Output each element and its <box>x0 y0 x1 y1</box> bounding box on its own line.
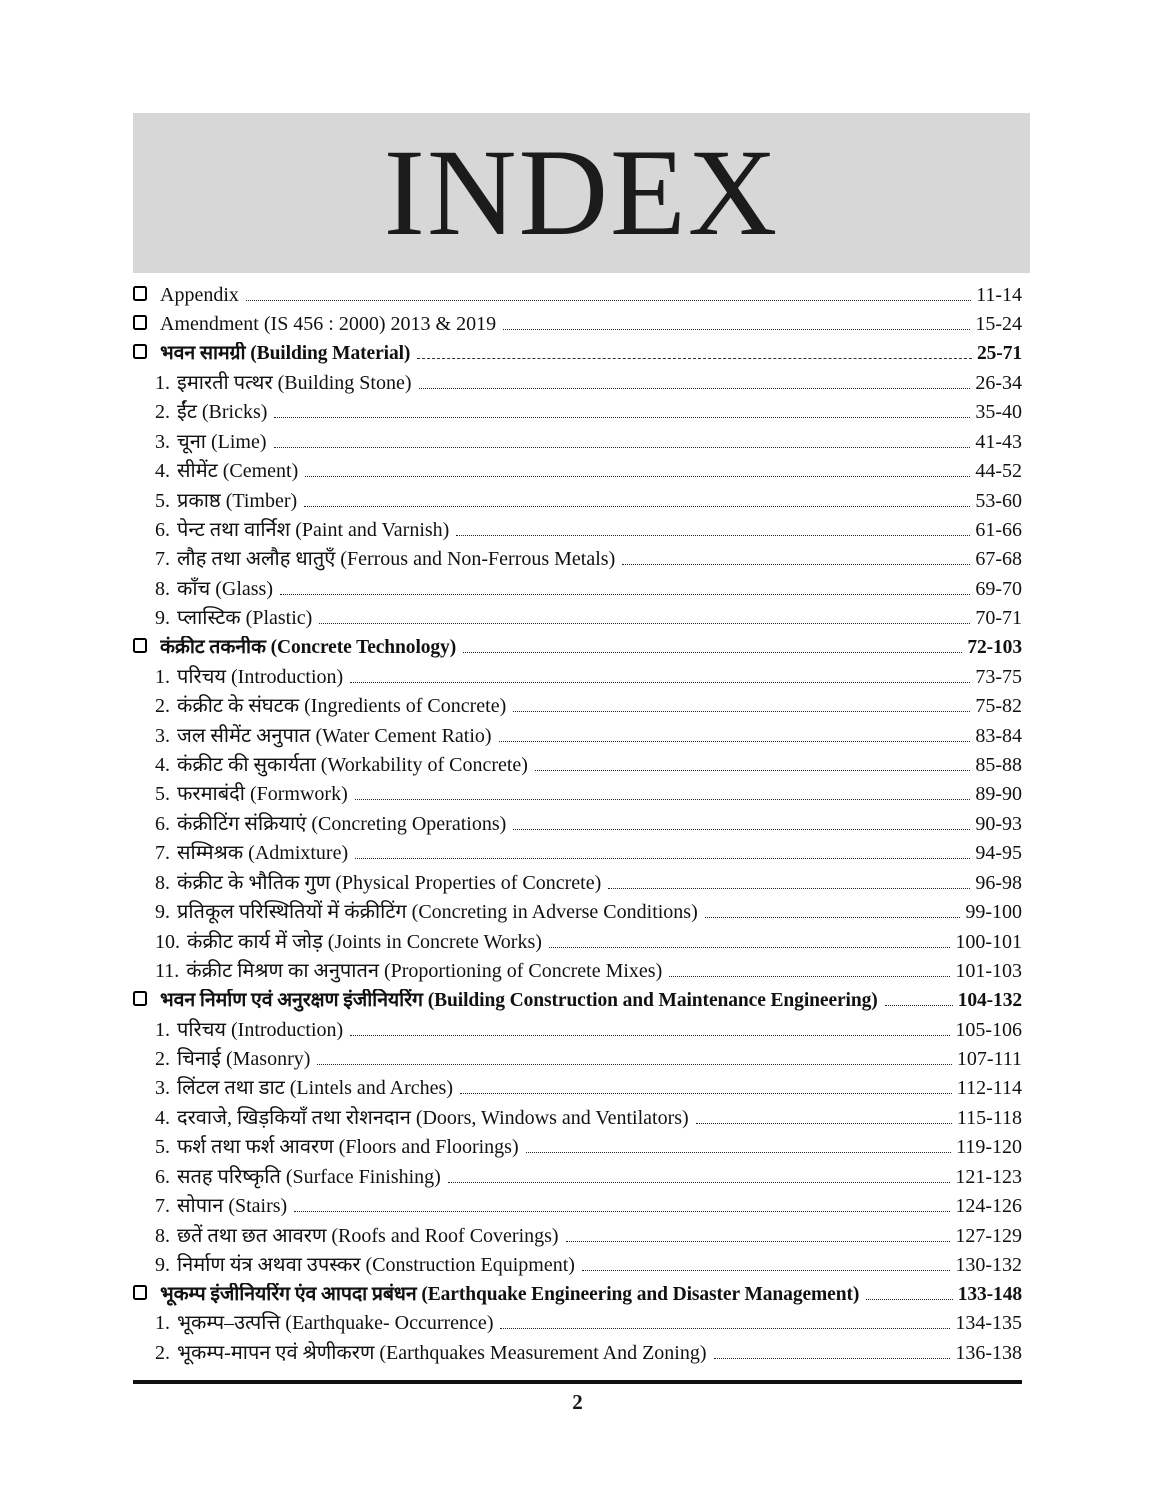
item-number: 1. <box>155 1312 170 1335</box>
empty-checkbox-icon <box>133 1285 147 1300</box>
page-range: 67-68 <box>975 548 1022 571</box>
entry-title: कंक्रीट के भौतिक गुण (Physical Properties of Concrete) <box>177 871 602 894</box>
item-number: 6. <box>155 1165 170 1188</box>
entry-title: प्रतिकूल परिस्थितियों में कंक्रीटिंग (Concreting in Adverse Conditions) <box>177 901 698 924</box>
entry-title: जल सीमेंट अनुपात (Water Cement Ratio) <box>177 724 492 747</box>
toc-chapter-row <box>133 342 1022 365</box>
toc-item-row <box>133 1194 1022 1218</box>
item-number: 8. <box>155 577 170 600</box>
page-range: 75-82 <box>975 695 1022 718</box>
dotted-leader <box>566 1240 951 1242</box>
dotted-leader <box>350 681 970 683</box>
entry-title: निर्माण यंत्र अथवा उपस्कर (Construction Equipment) <box>177 1254 575 1277</box>
footer-divider <box>133 1380 1022 1384</box>
empty-checkbox-icon <box>133 638 147 653</box>
page-range: 134-135 <box>955 1312 1022 1335</box>
toc-item-row <box>133 577 1022 601</box>
page-range: 94-95 <box>975 842 1022 865</box>
toc-item-row <box>133 1253 1022 1277</box>
toc-item-row <box>133 1224 1022 1248</box>
item-number: 4. <box>155 1106 170 1129</box>
entry-title: चिनाई (Masonry) <box>177 1047 311 1070</box>
dotted-leader <box>696 1122 952 1124</box>
toc-item-row <box>133 518 1022 542</box>
entry-title: सोपान (Stairs) <box>177 1195 288 1218</box>
page-range: 69-70 <box>975 577 1022 600</box>
dotted-leader <box>448 1181 950 1183</box>
dotted-leader <box>350 1034 950 1036</box>
entry-title: लिंटल तथा डाट (Lintels and Arches) <box>177 1077 453 1100</box>
entry-title: दरवाजे, खिड़कियाँ तथा रोशनदान (Doors, Windows and Ventilators) <box>177 1106 689 1129</box>
page-range: 72-103 <box>967 636 1022 658</box>
item-number: 1. <box>155 1018 170 1041</box>
dotted-leader <box>304 505 970 507</box>
page-number: 2 <box>572 1390 583 1414</box>
toc-item-row <box>133 1106 1022 1130</box>
toc-chapter-row <box>133 312 1022 336</box>
page-range: 15-24 <box>975 313 1022 336</box>
page-range: 35-40 <box>975 401 1022 424</box>
page-range: 53-60 <box>975 489 1022 512</box>
entry-title: कंक्रीट के संघटक (Ingredients of Concrete) <box>177 695 507 718</box>
dotted-leader <box>535 769 970 771</box>
toc-item-row <box>133 459 1022 483</box>
entry-title: भवन निर्माण एवं अनुरक्षण इंजीनियरिंग (Building Construction and Maintenance Engineering) <box>160 989 878 1011</box>
item-number: 5. <box>155 1136 170 1159</box>
entry-title: कंक्रीट की सुकार्यता (Workability of Concrete) <box>177 754 528 777</box>
item-number: 9. <box>155 1254 170 1277</box>
table-of-contents <box>133 283 1022 1365</box>
toc-item-row <box>133 1076 1022 1100</box>
empty-checkbox-icon <box>133 315 147 330</box>
entry-title: कंक्रीटिंग संक्रियाएं (Concreting Operations) <box>177 812 507 835</box>
item-number: 7. <box>155 548 170 571</box>
toc-chapter-row <box>133 283 1022 307</box>
entry-title: सतह परिष्कृति (Surface Finishing) <box>177 1165 441 1188</box>
empty-checkbox-icon <box>133 344 147 359</box>
item-number: 9. <box>155 607 170 630</box>
page-title: INDEX <box>383 124 780 261</box>
dotted-leader <box>419 387 971 389</box>
dotted-leader <box>582 1269 950 1271</box>
empty-checkbox-icon <box>133 286 147 301</box>
item-number: 1. <box>155 665 170 688</box>
page-range: 130-132 <box>955 1254 1022 1277</box>
item-number: 8. <box>155 1224 170 1247</box>
item-number: 2. <box>155 1047 170 1070</box>
toc-item-row <box>133 812 1022 836</box>
dotted-leader <box>317 1063 951 1065</box>
item-number: 5. <box>155 783 170 806</box>
entry-title: कंक्रीट कार्य में जोड़ (Joints in Concrete Works) <box>187 930 542 953</box>
dotted-leader <box>294 1210 950 1212</box>
item-number: 10. <box>155 930 180 953</box>
entry-title: भवन सामग्री (Building Material) <box>160 342 411 364</box>
toc-item-row <box>133 753 1022 777</box>
page-range: 83-84 <box>975 724 1022 747</box>
page-range: 61-66 <box>975 519 1022 542</box>
item-number: 1. <box>155 371 170 394</box>
toc-item-row <box>133 400 1022 424</box>
empty-checkbox-icon <box>133 991 147 1006</box>
dotted-leader <box>355 798 971 800</box>
toc-item-row <box>133 1018 1022 1042</box>
entry-title: कंक्रीट मिश्रण का अनुपातन (Proportioning of Concrete Mixes) <box>186 960 663 983</box>
dotted-leader <box>305 475 970 477</box>
dotted-leader <box>608 887 970 889</box>
item-number: 2. <box>155 695 170 718</box>
page-range: 44-52 <box>975 460 1022 483</box>
entry-title: Appendix <box>160 284 239 306</box>
dotted-leader <box>499 740 971 742</box>
toc-chapter-row <box>133 989 1022 1012</box>
toc-item-row <box>133 1341 1022 1365</box>
entry-title: भूकम्प इंजीनियरिंग एंव आपदा प्रबंधन (Earthquake Engineering and Disaster Management) <box>160 1283 860 1305</box>
page-range: 11-14 <box>976 284 1022 306</box>
entry-title: Amendment (IS 456 : 2000) 2013 & 2019 <box>160 313 497 336</box>
dashed-leader <box>417 357 972 359</box>
toc-item-row <box>133 959 1022 983</box>
entry-title: चूना (Lime) <box>177 430 267 453</box>
item-number: 11. <box>155 960 180 983</box>
page-range: 89-90 <box>975 783 1022 806</box>
entry-title: ईंट (Bricks) <box>177 401 268 424</box>
dotted-leader <box>500 1327 950 1329</box>
entry-title: सीमेंट (Cement) <box>177 460 299 483</box>
item-number: 3. <box>155 724 170 747</box>
dotted-leader <box>456 534 970 536</box>
dotted-leader <box>885 1004 953 1006</box>
entry-title: परिचय (Introduction) <box>177 1018 344 1041</box>
page-range: 133-148 <box>957 1283 1022 1305</box>
item-number: 8. <box>155 871 170 894</box>
page-range: 25-71 <box>977 342 1022 364</box>
item-number: 5. <box>155 489 170 512</box>
toc-item-row <box>133 1311 1022 1335</box>
toc-item-row <box>133 900 1022 924</box>
toc-item-row <box>133 782 1022 806</box>
entry-title: सम्मिश्रक (Admixture) <box>177 842 349 865</box>
page-range: 96-98 <box>975 871 1022 894</box>
item-number: 2. <box>155 1341 170 1364</box>
page-range: 105-106 <box>955 1018 1022 1041</box>
dotted-leader <box>705 916 961 918</box>
page-range: 73-75 <box>975 665 1022 688</box>
dotted-leader <box>503 328 970 330</box>
toc-item-row <box>133 371 1022 395</box>
entry-title: छतें तथा छत आवरण (Roofs and Roof Coverings) <box>177 1224 559 1247</box>
entry-title: कंक्रीट तकनीक (Concrete Technology) <box>160 636 457 658</box>
toc-item-row <box>133 841 1022 865</box>
item-number: 9. <box>155 901 170 924</box>
entry-title: लौह तथा अलौह धातुएँ (Ferrous and Non-Ferrous Metals) <box>177 548 616 571</box>
toc-item-row <box>133 1135 1022 1159</box>
dotted-leader <box>355 857 970 859</box>
toc-item-row <box>133 694 1022 718</box>
entry-title: भूकम्प–उत्पत्ति (Earthquake- Occurrence) <box>177 1312 494 1335</box>
dotted-leader <box>463 651 962 653</box>
toc-chapter-row <box>133 1283 1022 1306</box>
page-range: 112-114 <box>956 1077 1022 1100</box>
entry-title: फरमाबंदी (Formwork) <box>177 783 348 806</box>
item-number: 7. <box>155 842 170 865</box>
page-range: 85-88 <box>975 754 1022 777</box>
entry-title: प्लास्टिक (Plastic) <box>177 607 313 630</box>
dotted-leader <box>460 1092 952 1094</box>
item-number: 7. <box>155 1195 170 1218</box>
entry-title: काँच (Glass) <box>177 577 274 600</box>
dotted-leader <box>549 946 950 948</box>
entry-title: परिचय (Introduction) <box>177 665 344 688</box>
dotted-leader <box>622 563 970 565</box>
toc-item-row <box>133 665 1022 689</box>
toc-chapter-row <box>133 636 1022 659</box>
dotted-leader <box>319 622 970 624</box>
item-number: 2. <box>155 401 170 424</box>
toc-item-row <box>133 1165 1022 1189</box>
page-range: 136-138 <box>955 1341 1022 1364</box>
page-range: 70-71 <box>975 607 1022 630</box>
toc-item-row <box>133 871 1022 895</box>
dotted-leader <box>526 1151 951 1153</box>
toc-item-row <box>133 489 1022 513</box>
page-range: 107-111 <box>956 1047 1022 1070</box>
page-range: 104-132 <box>957 989 1022 1011</box>
page-range: 115-118 <box>956 1106 1022 1129</box>
toc-item-row <box>133 724 1022 748</box>
entry-title: प्रकाष्ठ (Timber) <box>177 489 298 512</box>
item-number: 6. <box>155 812 170 835</box>
entry-title: इमारती पत्थर (Building Stone) <box>177 371 412 394</box>
item-number: 3. <box>155 1077 170 1100</box>
item-number: 3. <box>155 430 170 453</box>
page-range: 41-43 <box>975 430 1022 453</box>
toc-item-row <box>133 430 1022 454</box>
page-range: 26-34 <box>975 371 1022 394</box>
item-number: 6. <box>155 519 170 542</box>
entry-title: पेन्ट तथा वार्निश (Paint and Varnish) <box>177 519 450 542</box>
dotted-leader <box>669 975 950 977</box>
page-range: 121-123 <box>955 1165 1022 1188</box>
entry-title: भूकम्प-मापन एवं श्रेणीकरण (Earthquakes Measurement And Zoning) <box>177 1341 707 1364</box>
toc-item-row <box>133 930 1022 954</box>
page-range: 119-120 <box>956 1136 1022 1159</box>
toc-item-row <box>133 547 1022 571</box>
page-range: 101-103 <box>955 960 1022 983</box>
dotted-leader <box>274 446 971 448</box>
dotted-leader <box>274 416 970 418</box>
dotted-leader <box>246 299 971 301</box>
dotted-leader <box>513 828 970 830</box>
page-range: 127-129 <box>955 1224 1022 1247</box>
dotted-leader <box>513 710 970 712</box>
page-range: 90-93 <box>975 812 1022 835</box>
dotted-leader <box>280 593 970 595</box>
dotted-leader <box>866 1298 952 1300</box>
entry-title: फर्श तथा फर्श आवरण (Floors and Floorings) <box>177 1136 519 1159</box>
page-range: 100-101 <box>955 930 1022 953</box>
toc-item-row <box>133 1047 1022 1071</box>
page-range: 124-126 <box>955 1195 1022 1218</box>
index-title-banner <box>133 113 1030 273</box>
item-number: 4. <box>155 754 170 777</box>
item-number: 4. <box>155 460 170 483</box>
page-range: 99-100 <box>965 901 1022 924</box>
dotted-leader <box>714 1357 951 1359</box>
toc-item-row <box>133 606 1022 630</box>
